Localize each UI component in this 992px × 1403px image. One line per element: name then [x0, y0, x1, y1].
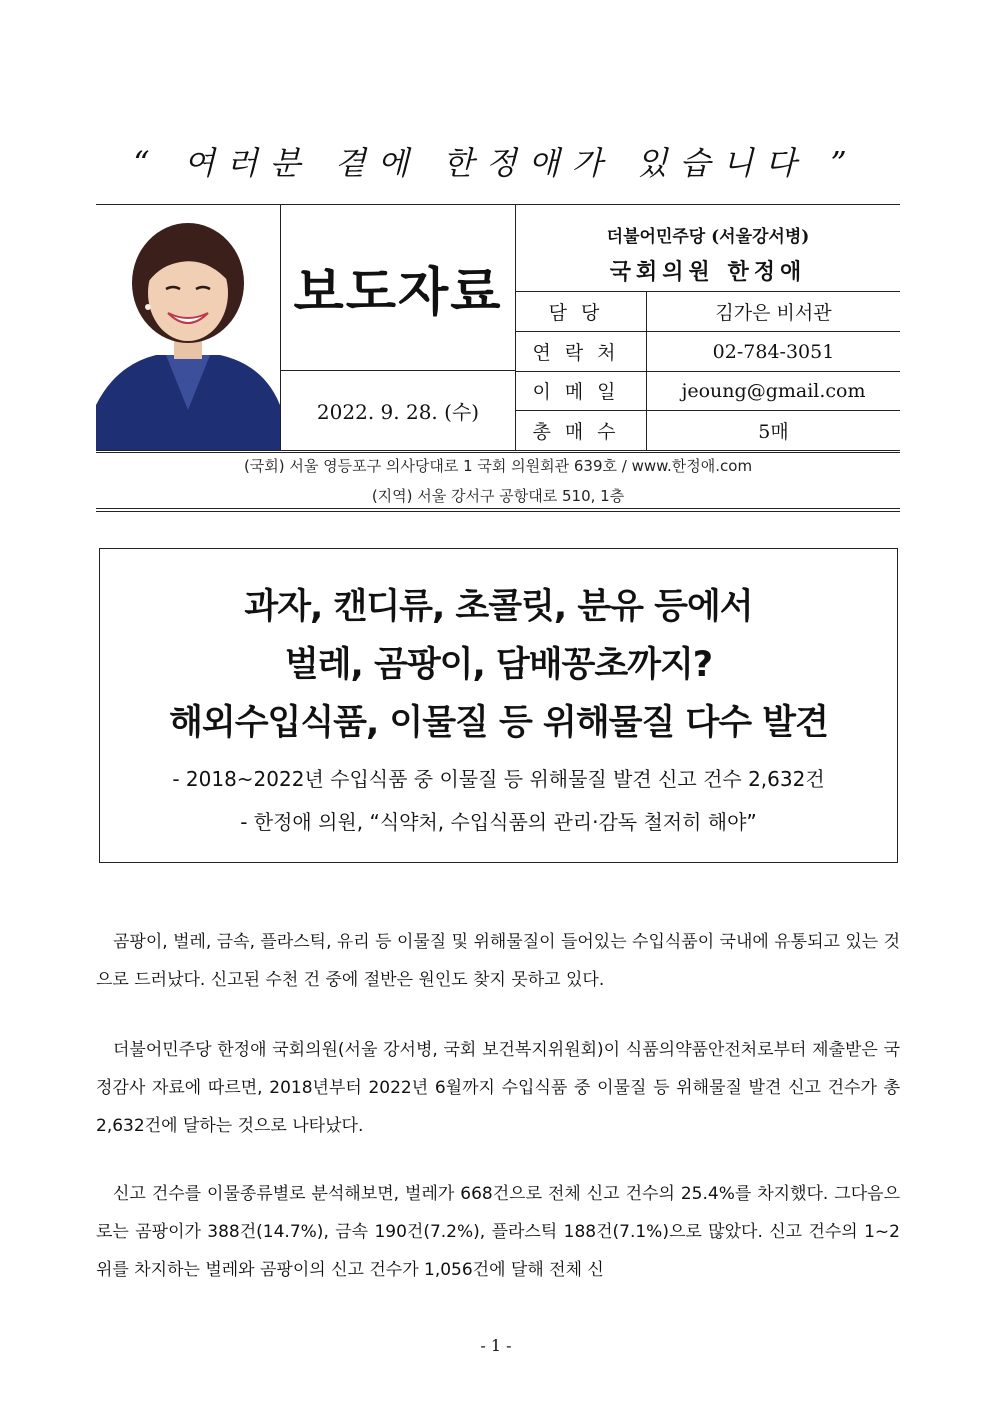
paragraph-text: 곰팡이, 벌레, 금속, 플라스틱, 유리 등 이물질 및 위해물질이 들어있는 수입식품이 국내에 유통되고 있는 것으로 드러났다. 신고된 수천 건 중에 절반은 원인도 찾지 못하고 있다.: [96, 932, 900, 990]
body-paragraph-1: [96, 923, 900, 999]
contact-row-email: [516, 371, 900, 411]
headline-line-1: 과자, 캔디류, 초콜릿, 분유 등에서: [244, 587, 753, 627]
contact-row-manager: [516, 292, 900, 332]
body-paragraph-2: [96, 1031, 900, 1145]
row-value: 김가은 비서관: [715, 302, 832, 324]
member-name: 국회의원 한정애: [609, 259, 807, 285]
row-value: 5매: [758, 421, 789, 443]
member-photo: [96, 205, 281, 450]
headline-line-2: 벌레, 곰팡이, 담배꽁초까지?: [284, 645, 713, 685]
party-info: [516, 205, 900, 292]
body-paragraph-3: [96, 1175, 900, 1289]
contact-row-pages: [516, 411, 900, 450]
paragraph-text: 더불어민주당 한정애 국회의원(서울 강서병, 국회 보건복지위원회)이 식품의약품안전처로부터 제출받은 국정감사 자료에 따르면, 2018년부터 2022년 6월까지 수입식품 중 이물질 등 위해물질 발견 신고 건수가 총 2,632건에 달하는 것으로 나타났다.: [96, 1040, 900, 1136]
paragraph-text: 신고 건수를 이물종류별로 분석해보면, 벌레가 668건으로 전체 신고 건수의 25.4%를 차지했다. 그다음으로는 곰팡이가 388건(14.7%), 금속 190건(7.2%), 플라스틱 188건(7.1%)으로 많았다. 신고 건수의 1~2위를 차지하는 벌레와 곰팡이의 신고 건수가 1,056건에 달해 전체 신: [96, 1184, 900, 1280]
divider: [96, 511, 900, 512]
row-label: 담당: [516, 292, 647, 331]
subheadline-1: - 2018~2022년 수입식품 중 이물질 등 위해물질 발견 신고 건수 2,632건: [172, 767, 825, 791]
row-label: 총매수: [516, 411, 647, 450]
address-local: (지역) 서울 강서구 공항대로 510, 1층: [371, 487, 625, 505]
subheadline-2: - 한정애 의원, “식약처, 수입식품의 관리·감독 철저히 해야”: [240, 810, 757, 834]
divider: [96, 452, 900, 453]
release-date: 2022. 9. 28. (수): [281, 371, 516, 450]
row-label: 연락처: [516, 332, 647, 371]
slogan: “ 여러분 곁에 한정애가 있습니다 ”: [133, 144, 859, 182]
row-label: 이메일: [516, 371, 647, 410]
contact-row-phone: [516, 332, 900, 372]
press-header: [96, 204, 900, 451]
divider: [96, 508, 900, 509]
press-release-title: [281, 205, 516, 371]
row-value: 02-784-3051: [712, 340, 835, 363]
address-assembly: (국회) 서울 영등포구 의사당대로 1 국회 의원회관 639호 / www.한정애.com: [243, 457, 753, 475]
row-value[interactable]: jeoung@gmail.com: [681, 379, 866, 402]
headline-line-3: 해외수입식품, 이물질 등 위해물질 다수 발견: [169, 703, 828, 743]
headline-box: [99, 548, 898, 863]
party-name: 더불어민주당 (서울강서병): [606, 227, 810, 247]
title-text: 보도자료: [293, 263, 503, 323]
page-number: - 1 -: [480, 1336, 512, 1355]
